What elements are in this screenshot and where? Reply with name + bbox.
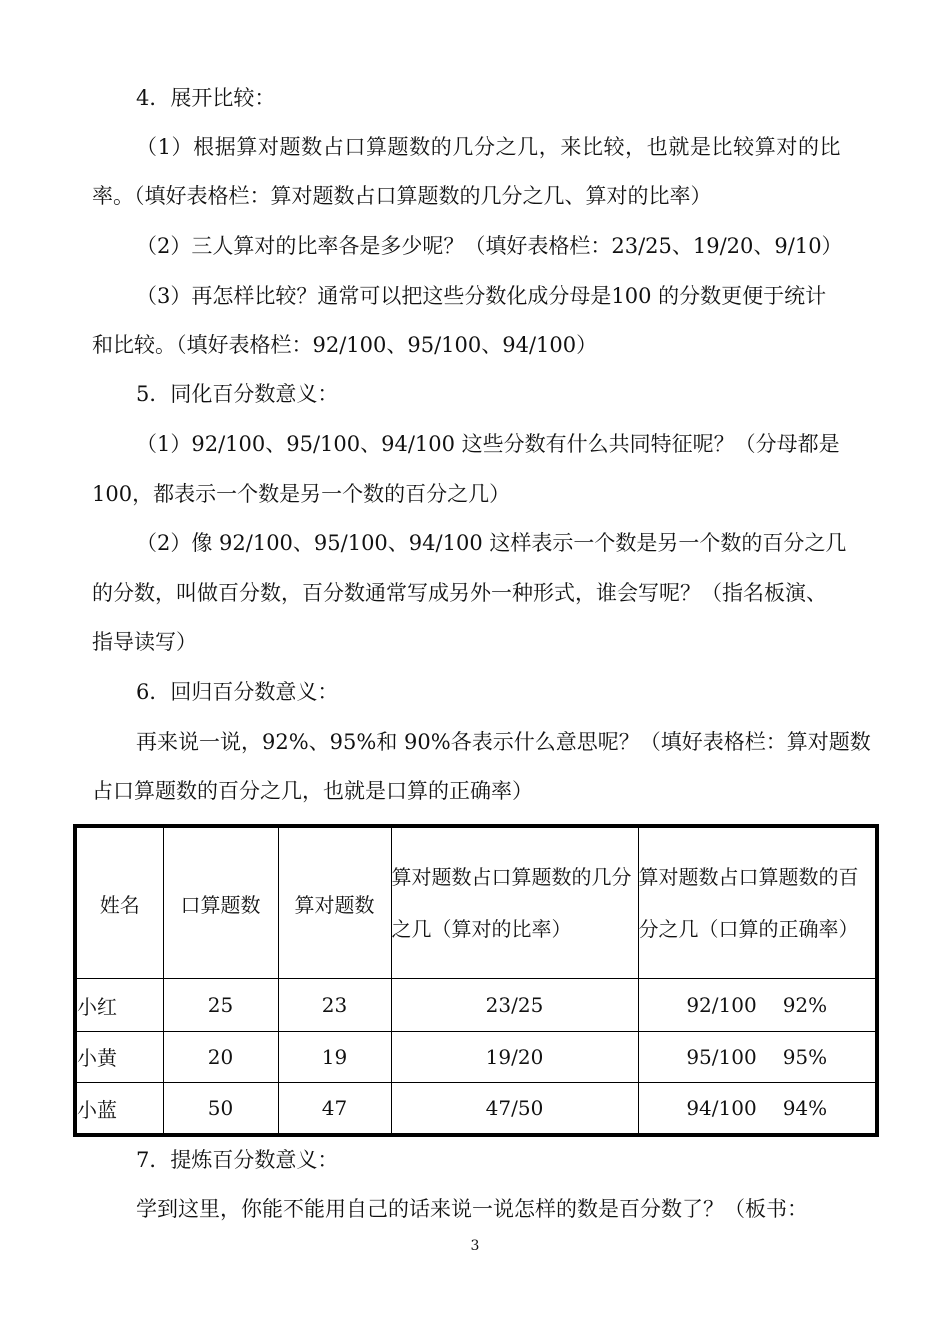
cell-name: 小红 [75, 979, 163, 1031]
paragraph-line: 学到这里，你能不能用自己的话来说一说怎样的数是百分数了？（板书： [136, 1197, 808, 1221]
heading-5: 5．同化百分数意义： [136, 382, 339, 406]
paragraph-line: 率。（填好表格栏：算对题数占口算题数的几分之几、算对的比率） [92, 184, 712, 208]
paragraph-line: （1）92/100、95/100、94/100 这些分数有什么共同特征呢？（分母都是 [136, 432, 840, 456]
cell-name: 小蓝 [75, 1083, 163, 1135]
cell-percent [638, 1031, 877, 1082]
percent-value: 92% [782, 993, 828, 1018]
score-table [73, 824, 879, 1137]
header-correct: 算对题数 [278, 826, 391, 979]
cell-total: 50 [163, 1083, 278, 1135]
cell-total: 25 [163, 979, 278, 1031]
header-name: 姓名 [75, 826, 163, 979]
hundredths-value: 92/100 [686, 993, 757, 1018]
cell-percent [638, 979, 877, 1031]
cell-name: 小黄 [75, 1031, 163, 1082]
cell-fraction: 47/50 [391, 1083, 638, 1135]
cell-correct: 47 [278, 1083, 391, 1135]
paragraph-line: 指导读写） [92, 630, 197, 654]
percent-value: 94% [782, 1096, 828, 1121]
percent-value: 95% [782, 1044, 828, 1069]
header-total: 口算题数 [163, 826, 278, 979]
hundredths-value: 95/100 [686, 1044, 757, 1069]
cell-correct: 23 [278, 979, 391, 1031]
table-row [75, 1031, 877, 1082]
cell-fraction: 19/20 [391, 1031, 638, 1082]
header-fraction: 算对题数占口算题数的几分之几（算对的比率） [391, 826, 638, 979]
paragraph-line: （3）再怎样比较？通常可以把这些分数化成分母是100 的分数更便于统计 [136, 284, 827, 308]
cell-total: 20 [163, 1031, 278, 1082]
heading-7: 7．提炼百分数意义： [136, 1148, 339, 1172]
table-row [75, 1083, 877, 1135]
table-header-row [75, 826, 877, 979]
paragraph-line: 的分数，叫做百分数，百分数通常写成另外一种形式，谁会写呢？（指名板演、 [92, 581, 827, 605]
paragraph-line: 100，都表示一个数是另一个数的百分之几） [92, 482, 511, 506]
paragraph-line: 占口算题数的百分之几，也就是口算的正确率） [92, 779, 533, 803]
paragraph-line: （2）三人算对的比率各是多少呢？（填好表格栏：23/25、19/20、9/10） [136, 234, 843, 258]
paragraph-line: （1）根据算对题数占口算题数的几分之几，来比较，也就是比较算对的比 [136, 135, 842, 159]
table-row [75, 979, 877, 1031]
heading-4: 4．展开比较： [136, 86, 276, 110]
hundredths-value: 94/100 [686, 1096, 757, 1121]
heading-6: 6．回归百分数意义： [136, 680, 339, 704]
cell-correct: 19 [278, 1031, 391, 1082]
cell-percent [638, 1083, 877, 1135]
paragraph-line: 再来说一说，92%、95%和 90%各表示什么意思呢？（填好表格栏：算对题数 [136, 730, 871, 754]
cell-fraction: 23/25 [391, 979, 638, 1031]
page-number: 3 [470, 1238, 480, 1254]
header-percent: 算对题数占口算题数的百分之几（口算的正确率） [638, 826, 877, 979]
paragraph-line: （2）像 92/100、95/100、94/100 这样表示一个数是另一个数的百分之几 [136, 531, 847, 555]
paragraph-line: 和比较。（填好表格栏：92/100、95/100、94/100） [92, 333, 598, 357]
